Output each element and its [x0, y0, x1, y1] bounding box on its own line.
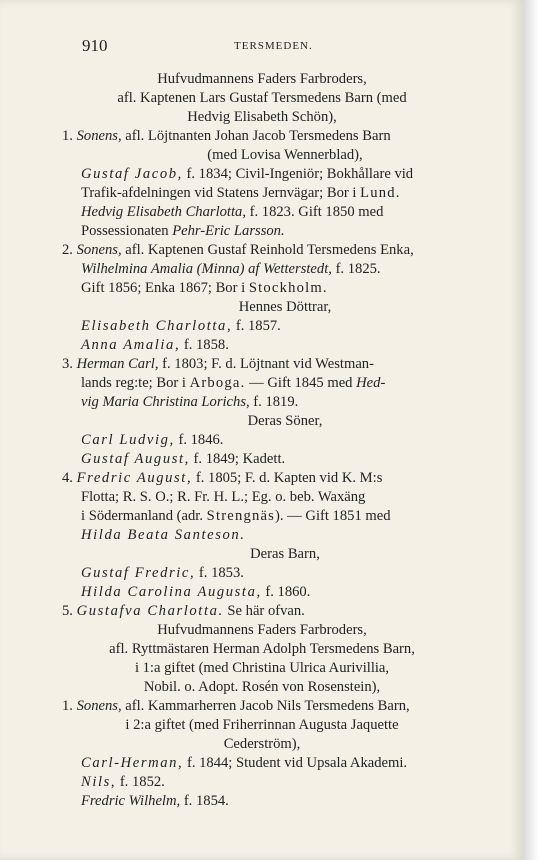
- text-line: Possessionaten Pehr-Eric Larsson.: [81, 223, 285, 239]
- text-line: Flotta; R. S. O.; R. Fr. H. L.; Eg. o. beb. Waxäng: [81, 489, 366, 505]
- entry-line: 4. Fredric August, f. 1805; F. d. Kapten vid K. M:s: [62, 470, 383, 486]
- text-line: i 1:a giftet (med Christina Ulrica Aurivillia,: [134, 660, 390, 676]
- person-line: Gustaf Fredric, f. 1853.: [81, 565, 244, 581]
- page-number: 910: [82, 36, 108, 55]
- person-line: Elisabeth Charlotta, f. 1857.: [81, 318, 281, 334]
- section-heading: Hufvudmannens Faders Farbroders,: [157, 622, 367, 638]
- text-line: Trafik-afdelningen vid Statens Jernvägar; Bor i Lund.: [81, 185, 401, 201]
- sub-heading: Deras Söner,: [247, 413, 323, 429]
- entry-line: 3. Herman Carl, f. 1803; F. d. Löjtnant vid Westman-: [62, 356, 374, 372]
- text-line: i 2:a giftet (med Friherrinnan Augusta Jaquette: [125, 717, 399, 733]
- text-line: Nobil. o. Adopt. Rosén von Rosenstein),: [143, 679, 381, 695]
- sub-heading: Hennes Döttrar,: [238, 299, 332, 315]
- person-line: Fredric Wilhelm, f. 1854.: [81, 793, 229, 809]
- page-header: [0, 36, 524, 56]
- person-line: Hilda Carolina Augusta, f. 1860.: [81, 584, 311, 600]
- person-line: Gustaf August, f. 1849; Kadett.: [81, 451, 286, 467]
- text-line: Gift 1856; Enka 1867; Bor i Stockholm.: [81, 280, 328, 296]
- person-line: Carl Ludvig, f. 1846.: [81, 432, 224, 448]
- entry-line: 1. Sonens, afl. Löjtnanten Johan Jacob Tersmedens Barn: [62, 128, 391, 144]
- text-line: afl. Kaptenen Lars Gustaf Tersmedens Barn (med: [117, 90, 407, 106]
- person-line: Nils, f. 1852.: [81, 774, 165, 790]
- person-line: vig Maria Christina Lorichs, f. 1819.: [81, 394, 299, 410]
- running-head: TERSMEDEN.: [234, 40, 313, 52]
- text-line: afl. Ryttmästaren Herman Adolph Tersmedens Barn,: [109, 641, 415, 657]
- entry-line: 1. Sonens, afl. Kammarherren Jacob Nils Tersmedens Barn,: [62, 698, 410, 714]
- text-line: Hedvig Elisabeth Schön),: [187, 109, 337, 125]
- person-line: Hedvig Elisabeth Charlotta, f. 1823. Gift 1850 med: [81, 204, 384, 220]
- text-line: lands reg:te; Bor i Arboga. — Gift 1845 med Hed-: [81, 375, 386, 391]
- entry-line: 5. Gustafva Charlotta. Se här ofvan.: [62, 603, 305, 619]
- section-heading: Hufvudmannens Faders Farbroders,: [157, 71, 367, 87]
- person-line: Hilda Beata Santeson.: [81, 527, 246, 543]
- person-line: Wilhelmina Amalia (Minna) af Wetterstedt, f. 1825.: [81, 261, 381, 277]
- person-line: Gustaf Jacob, f. 1834; Civil-Ingeniör; Bokhållare vid: [81, 166, 414, 182]
- text-line: Cederström),: [223, 736, 301, 752]
- page-binding-edge: [524, 0, 551, 860]
- text-line: i Södermanland (adr. Strengnäs). — Gift 1851 med: [81, 508, 391, 524]
- entry-line: 2. Sonens, afl. Kaptenen Gustaf Reinhold Tersmedens Enka,: [62, 242, 414, 258]
- sub-heading: Deras Barn,: [250, 546, 320, 562]
- text-line: (med Lovisa Wennerblad),: [207, 147, 363, 163]
- person-line: Anna Amalia, f. 1858.: [81, 337, 229, 353]
- person-line: Carl-Herman, f. 1844; Student vid Upsala Akademi.: [81, 755, 408, 771]
